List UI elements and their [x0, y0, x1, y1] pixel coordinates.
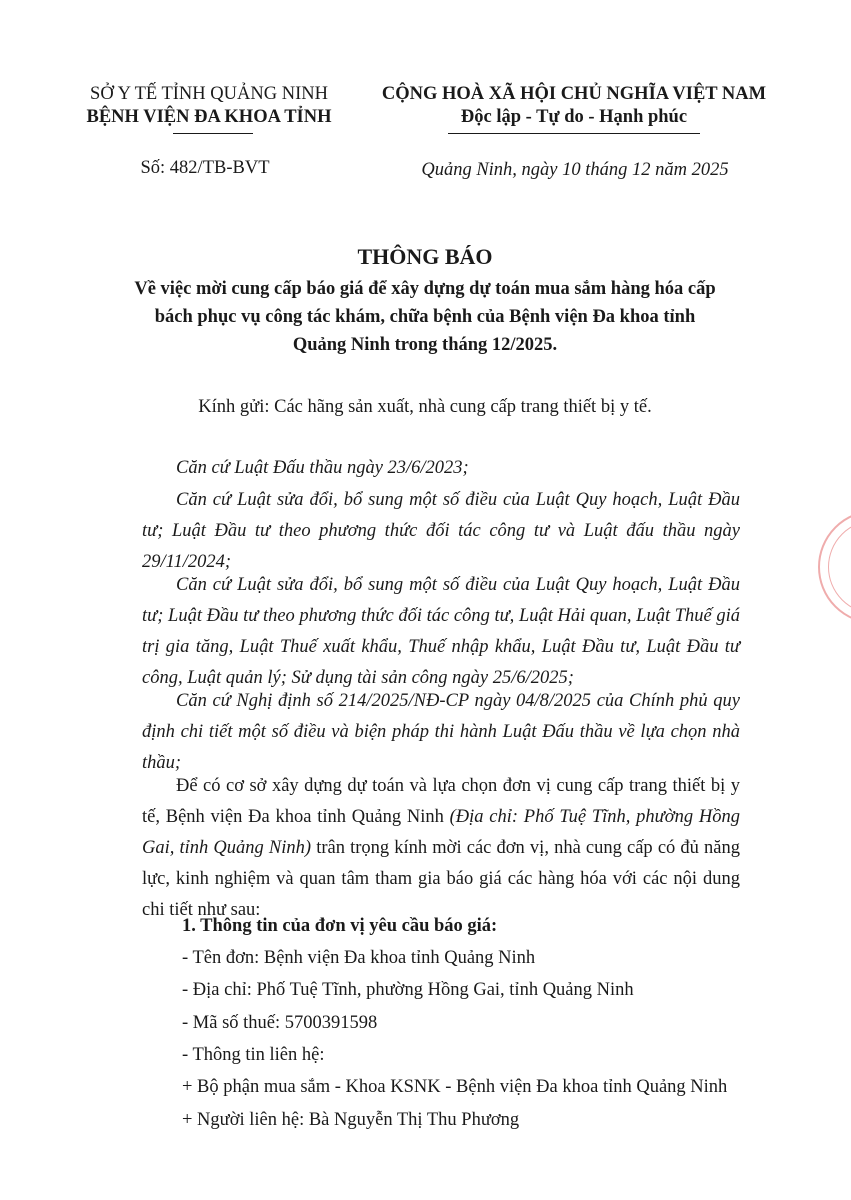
national-motto: Độc lập - Tự do - Hạnh phúc [460, 107, 688, 127]
header-left-underline [173, 133, 253, 134]
issuing-authority: SỞ Y TẾ TỈNH QUẢNG NINH [90, 84, 328, 104]
document-subtitle-line-3: Quảng Ninh trong tháng 12/2025. [292, 335, 558, 355]
legal-basis-4: Căn cứ Nghị định số 214/2025/NĐ-CP ngày 04/8/2025 của Chính phủ quy định chi tiết một số điều và biện pháp thi hành Luật Đấu thầu về lựa chọn nhà thầu; [142, 691, 740, 773]
intro-text-2: trân trọng kính mời các đơn vị, nhà cung cấp có đủ năng lực, kinh nghiệm và quan tâm tham gia báo giá các hàng hóa với các nội dung chi tiết như sau: [142, 838, 741, 920]
official-stamp-partial [818, 510, 851, 624]
section-1-item: - Tên đơn: Bệnh viện Đa khoa tỉnh Quảng Ninh [182, 948, 536, 968]
document-subtitle-line-2: bách phục vụ công tác khám, chữa bệnh của Bệnh viện Đa khoa tỉnh [154, 307, 696, 327]
document-number: Số: 482/TB-BVT [140, 158, 270, 178]
section-1-item: - Thông tin liên hệ: [182, 1045, 325, 1065]
section-1-heading: 1. Thông tin của đơn vị yêu cầu báo giá: [182, 916, 498, 936]
section-1-item: - Địa chỉ: Phố Tuệ Tĩnh, phường Hồng Gai, tỉnh Quảng Ninh [182, 980, 634, 1000]
legal-basis-3: Căn cứ Luật sửa đổi, bổ sung một số điều của Luật Quy hoạch, Luật Đầu tư; Luật Đầu tư theo phương thức đối tác công tư, Luật Hải quan, Luật Thuế giá trị gia tăng, Luật Thuế xuất khẩu, Thuế nhập khẩu, Luật Đầu tư, Luật Đầu tư công, Luật quản lý; Sử dụng tài sản công ngày 25/6/2025; [142, 575, 740, 688]
intro-address: (Địa chỉ: Phố Tuệ Tĩnh, phường Hồng Gai, tỉnh Quảng Ninh) [142, 807, 740, 858]
section-1-item: + Bộ phận mua sắm - Khoa KSNK - Bệnh viện Đa khoa tỉnh Quảng Ninh [182, 1077, 728, 1097]
intro-text-1: Để có cơ sở xây dựng dự toán và lựa chọn đơn vị cung cấp trang thiết bị y tế, Bệnh viện Đa khoa tỉnh Quảng Ninh [142, 776, 740, 827]
document-title: THÔNG BÁO [357, 244, 493, 269]
place-and-date: Quảng Ninh, ngày 10 tháng 12 năm 2025 [421, 160, 729, 180]
legal-basis-1: Căn cứ Luật Đấu thầu ngày 23/6/2023; [176, 458, 469, 478]
motto-underline [448, 133, 700, 134]
national-title: CỘNG HOÀ XÃ HỘI CHỦ NGHĨA VIỆT NAM [381, 84, 767, 104]
legal-basis-2: Căn cứ Luật sửa đổi, bổ sung một số điều của Luật Quy hoạch, Luật Đầu tư; Luật Đầu tư theo phương thức đối tác công tư và Luật đấu thầu ngày 29/11/2024; [142, 490, 740, 572]
intro-paragraph [142, 771, 740, 926]
document-subtitle-line-1: Về việc mời cung cấp báo giá để xây dựng dự toán mua sắm hàng hóa cấp [134, 279, 716, 299]
issuing-organization: BỆNH VIỆN ĐA KHOA TỈNH [86, 107, 332, 127]
section-1-item: + Người liên hệ: Bà Nguyễn Thị Thu Phương [182, 1110, 520, 1130]
section-1-item: - Mã số thuế: 5700391598 [182, 1013, 378, 1033]
recipient-line: Kính gửi: Các hãng sản xuất, nhà cung cấp trang thiết bị y tế. [198, 397, 652, 417]
